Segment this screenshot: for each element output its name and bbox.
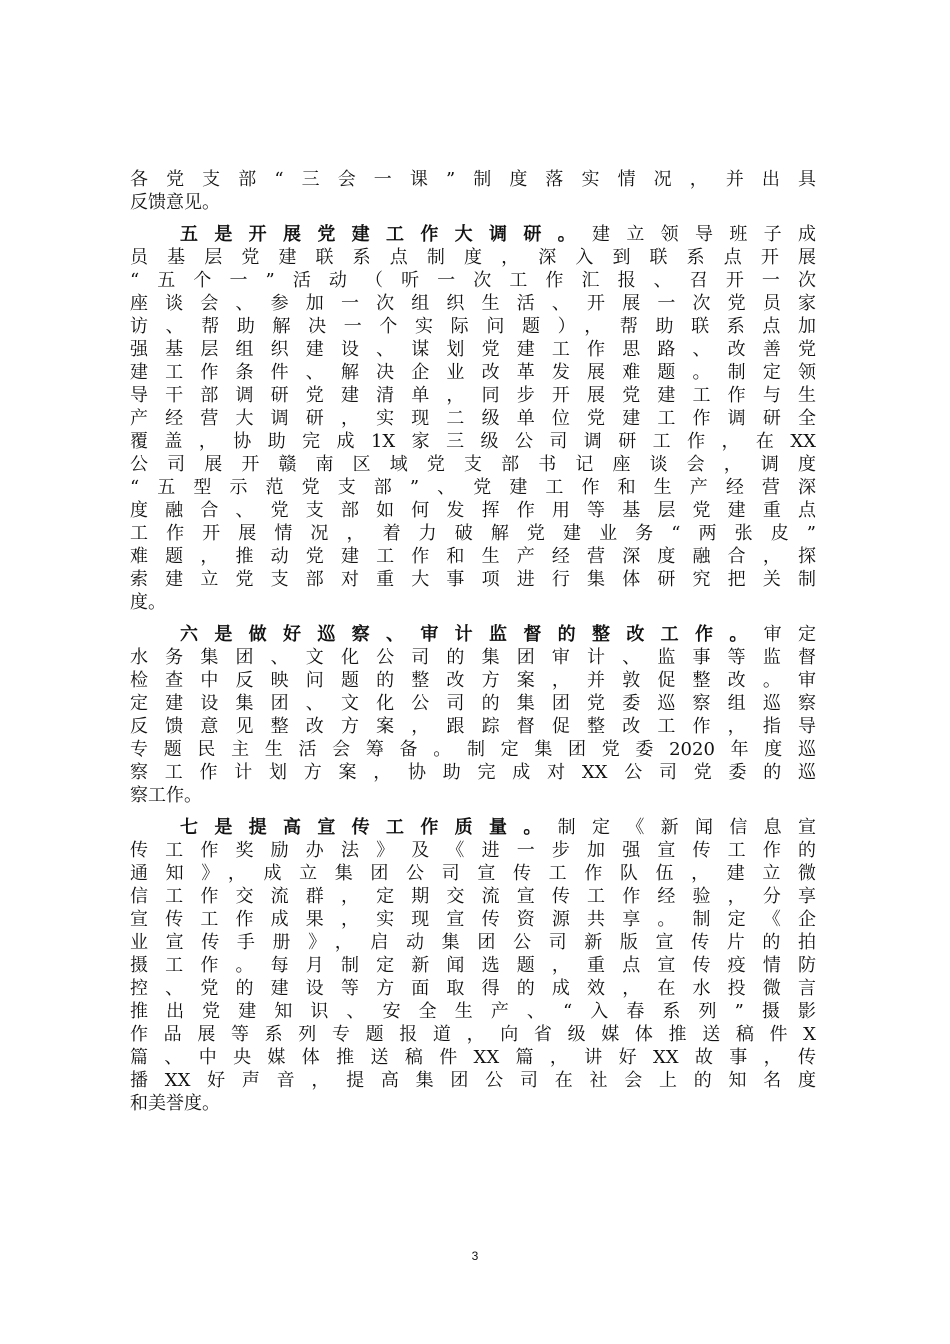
text-line: 座谈会、参加一次组织生活、开展一次党员家: [130, 293, 816, 314]
text-line-rest: 审定: [763, 624, 817, 645]
paragraph-lead: 六是做好巡察、审计监督的整改工作。: [180, 624, 764, 645]
text-line: 产经营大调研，实现二级单位党建工作调研全: [130, 408, 816, 429]
text-line: 作品展等系列专题报道，向省级媒体推送稿件X: [130, 1024, 816, 1045]
text-line: 导干部调研党建清单，同步开展党建工作与生: [130, 385, 816, 406]
text-line-rest: 建立领导班子成: [592, 224, 816, 245]
text-line: 难题，推动党建工作和生产经营深度融合，探: [130, 546, 816, 567]
text-line: 察工作。: [130, 785, 202, 806]
text-line: 覆盖，协助完成1X家三级公司调研工作，在XX: [130, 431, 816, 452]
text-line: 摄工作。每月制定新闻选题，重点宣传疫情防: [130, 955, 816, 976]
text-line: 业宣传手册》，启动集团公司新版宣传片的拍: [130, 932, 816, 953]
text-line: 各党支部“三会一课”制度落实情况，并出具: [130, 169, 816, 190]
paragraph-lead: 七是提高宣传工作质量。: [180, 817, 558, 838]
text-line: 水务集团、文化公司的集团审计、监事等监督: [130, 647, 816, 668]
text-line: 反馈意见整改方案，跟踪督促整改工作，指导: [130, 716, 816, 737]
text-line: 控、党的建设等方面取得的成效，在水投微言: [130, 978, 816, 999]
text-line: 公司展开赣南区域党支部书记座谈会，调度: [130, 454, 816, 475]
paragraph-lead: 五是开展党建工作大调研。: [180, 224, 592, 245]
text-line: 员基层党建联系点制度，深入到联系点开展: [130, 247, 816, 268]
text-line: 推出党建知识、安全生产、“入春系列”摄影: [130, 1001, 816, 1022]
text-line: [130, 816, 816, 839]
text-line: [130, 223, 816, 246]
text-line: 宣传工作成果，实现宣传资源共享。制定《企: [130, 909, 816, 930]
text-line: “五个一”活动（听一次工作汇报、召开一次: [130, 270, 816, 291]
text-line: 建工作条件、解决企业改革发展难题。制定领: [130, 362, 816, 383]
text-line: 专题民主生活会筹备。制定集团党委2020年度巡: [130, 739, 816, 760]
text-line-rest: 制定《新闻信息宣: [557, 817, 817, 838]
text-line: 播XX好声音，提高集团公司在社会上的知名度: [130, 1070, 816, 1091]
text-line: 访、帮助解决一个实际问题），帮助联系点加: [130, 316, 816, 337]
text-line: [130, 623, 816, 646]
page-number: 3: [471, 1249, 479, 1263]
text-line: 强基层组织建设、谋划党建工作思路、改善党: [130, 339, 816, 360]
text-line: 反馈意见。: [130, 192, 220, 213]
text-line: 篇、中央媒体推送稿件XX篇，讲好XX故事，传: [130, 1047, 816, 1068]
text-line: 检查中反映问题的整改方案，并敦促整改。审: [130, 670, 816, 691]
text-line: 度。: [130, 592, 166, 613]
text-line: “五型示范党支部”、党建工作和生产经营深: [130, 477, 816, 498]
text-line: 通知》，成立集团公司宣传工作队伍，建立微: [130, 863, 816, 884]
paragraph-7: [130, 816, 816, 1115]
text-line: 和美誉度。: [130, 1093, 220, 1114]
text-line: 传工作奖励办法》及《进一步加强宣传工作的: [130, 840, 816, 861]
text-line: 索建立党支部对重大事项进行集体研究把关制: [130, 569, 816, 590]
text-line: 工作开展情况，着力破解党建业务“两张皮”: [130, 523, 816, 544]
text-line: 察工作计划方案，协助完成对XX公司党委的巡: [130, 762, 816, 783]
text-line: 信工作交流群，定期交流宣传工作经验，分享: [130, 886, 816, 907]
paragraph-5: [130, 223, 816, 614]
text-line: 度融合、党支部如何发挥作用等基层党建重点: [130, 500, 816, 521]
paragraph-6: [130, 623, 816, 807]
document-body: [130, 168, 816, 1124]
text-line: 定建设集团、文化公司的集团党委巡察组巡察: [130, 693, 816, 714]
paragraph: [130, 168, 816, 214]
